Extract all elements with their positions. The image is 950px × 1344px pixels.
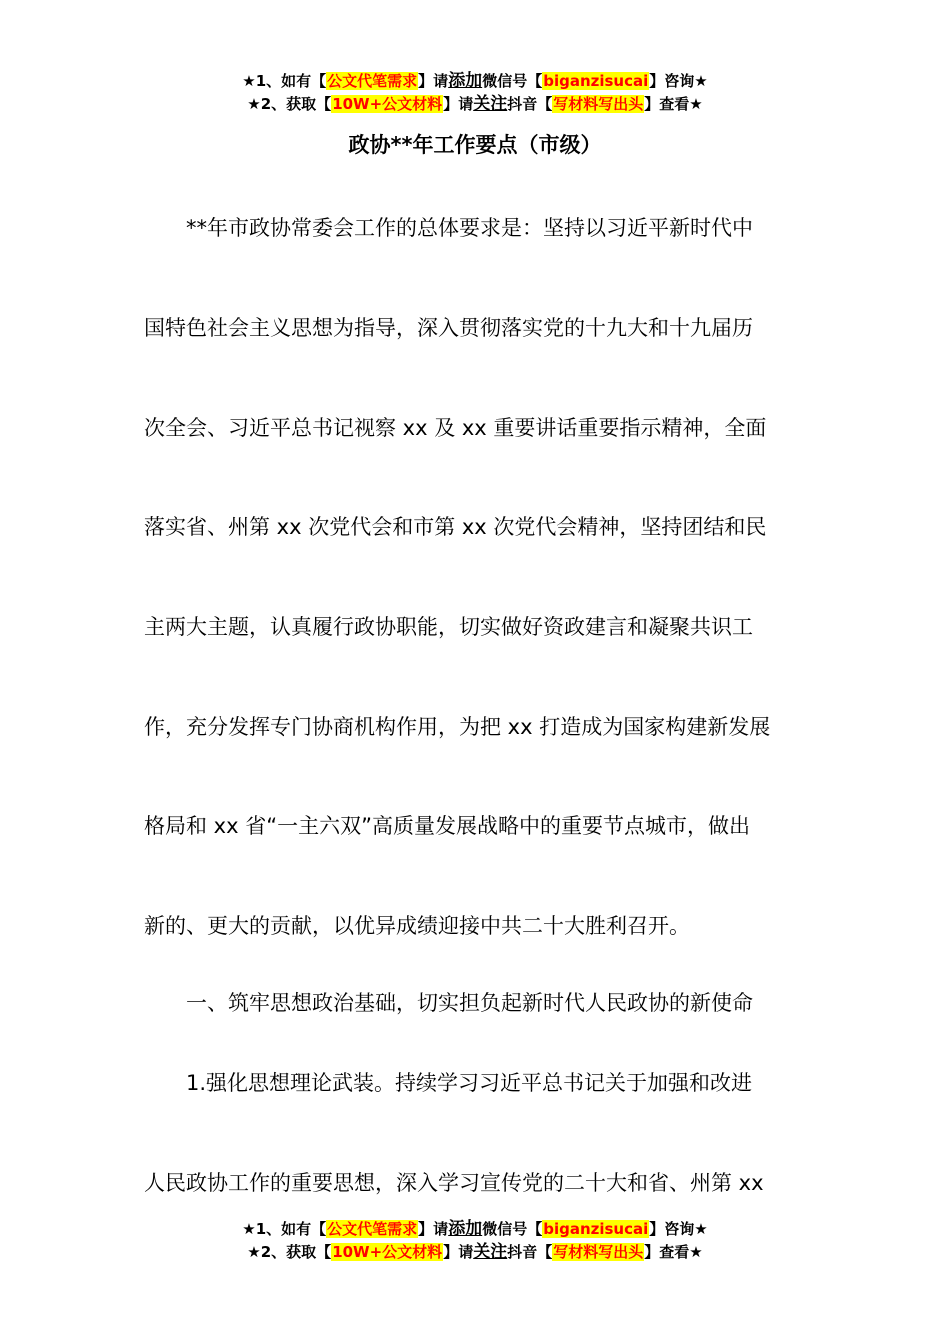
banner-text: 】查看★ — [644, 1243, 703, 1261]
body-line: 新的、更大的贡献，以优异成绩迎接中共二十大胜利召开。 — [144, 914, 690, 938]
body-line: **年市政协常委会工作的总体要求是：坚持以习近平新时代中 — [144, 216, 753, 240]
banner-highlight: 写材料写出头 — [553, 1243, 644, 1261]
banner-line-1 — [0, 1218, 950, 1241]
banner-text: ★2、获取【 — [247, 1243, 332, 1261]
banner-text: ★1、如有【 — [242, 1220, 327, 1238]
banner-highlight: 公文代笔需求 — [327, 1220, 418, 1238]
banner-emphasis: 添加 — [448, 71, 483, 91]
banner-wechat-id: biganzisucai — [543, 1220, 649, 1238]
banner-wechat-id: biganzisucai — [543, 72, 649, 90]
body-line: 人民政协工作的重要思想，深入学习宣传党的二十大和省、州第 xx — [144, 1171, 764, 1195]
body-line: 落实省、州第 xx 次党代会和市第 xx 次党代会精神，坚持团结和民 — [144, 515, 767, 539]
banner-text: 抖音【 — [507, 95, 553, 113]
body-line: 作，充分发挥专门协商机构作用，为把 xx 打造成为国家构建新发展 — [144, 715, 771, 739]
banner-highlight: 10W+公文材料 — [332, 95, 443, 113]
banner-text: 抖音【 — [507, 1243, 553, 1261]
banner-highlight: 公文代笔需求 — [327, 72, 418, 90]
banner-text: 】请 — [443, 95, 474, 113]
banner-emphasis: 关注 — [473, 1242, 508, 1262]
banner-highlight: 写材料写出头 — [553, 95, 644, 113]
footer-banner — [0, 1218, 950, 1264]
body-line: 次全会、习近平总书记视察 xx 及 xx 重要讲话重要指示精神，全面 — [144, 416, 767, 440]
section-heading: 一、筑牢思想政治基础，切实担负起新时代人民政协的新使命 — [144, 991, 753, 1015]
body-line: 国特色社会主义思想为指导，深入贯彻落实党的十九大和十九届历 — [144, 316, 753, 340]
body-line: 格局和 xx 省“一主六双”高质量发展战略中的重要节点城市，做出 — [144, 814, 750, 838]
banner-text: 微信号【 — [482, 1220, 543, 1238]
header-banner — [0, 70, 950, 116]
banner-highlight: 10W+公文材料 — [332, 1243, 443, 1261]
banner-emphasis: 添加 — [448, 1219, 483, 1239]
banner-text: 】咨询★ — [649, 1220, 708, 1238]
banner-line-1 — [0, 70, 950, 93]
document-title: 政协**年工作要点（市级） — [348, 133, 602, 157]
banner-text: ★1、如有【 — [242, 72, 327, 90]
banner-line-2 — [0, 93, 950, 116]
banner-text: 】查看★ — [644, 95, 703, 113]
banner-text: 】请 — [418, 1220, 449, 1238]
banner-text: ★2、获取【 — [247, 95, 332, 113]
banner-emphasis: 关注 — [473, 94, 508, 114]
body-line: 1.强化思想理论武装。持续学习习近平总书记关于加强和改进 — [144, 1071, 753, 1095]
banner-line-2 — [0, 1241, 950, 1264]
banner-text: 】请 — [418, 72, 449, 90]
banner-text: 】请 — [443, 1243, 474, 1261]
body-line: 主两大主题，认真履行政协职能，切实做好资政建言和凝聚共识工 — [144, 615, 753, 639]
banner-text: 微信号【 — [482, 72, 543, 90]
banner-text: 】咨询★ — [649, 72, 708, 90]
